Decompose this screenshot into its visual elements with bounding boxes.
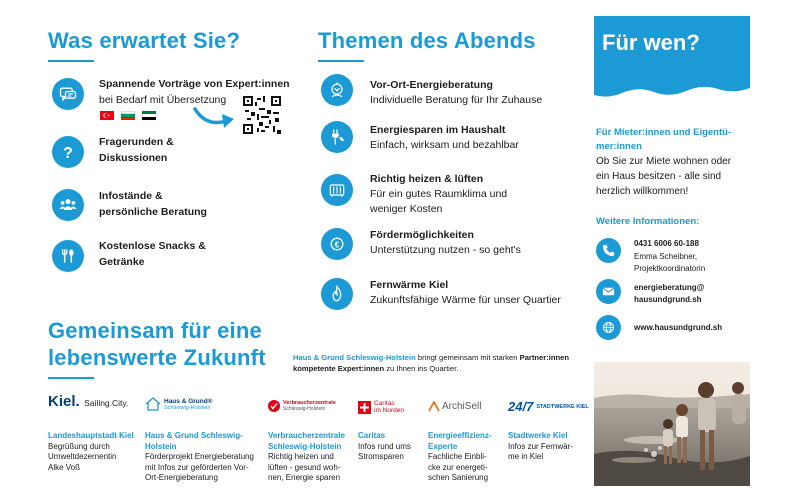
- heart-check-icon: [268, 400, 280, 412]
- logo-stadtwerke-main: 24/7: [508, 399, 534, 414]
- target-text-line3: herzlich willkommen!: [596, 186, 689, 197]
- info-heading: Weitere Informationen:: [596, 216, 700, 227]
- radiator-icon: [321, 174, 353, 206]
- cutlery-icon: [52, 240, 84, 272]
- mail-icon: [596, 279, 621, 304]
- house-icon: [145, 397, 161, 411]
- phone-icon: [596, 238, 621, 263]
- intro-mid: bringt gemeinsam mit starken: [415, 353, 520, 362]
- partner-name: Haus & Grund Schleswig-: [145, 431, 243, 440]
- partner-desc-line: me in Kiel: [508, 452, 544, 461]
- partner-desc-line: Stromsparen: [358, 452, 404, 461]
- item-infostaende-line2: persönliche Beratung: [99, 206, 207, 218]
- partner-caritas: [358, 431, 424, 463]
- logo-kiel-main: Kiel.: [48, 393, 80, 410]
- logo-verbraucherzentrale: [268, 400, 336, 412]
- partner-desc-line: Richtig heizen und: [268, 452, 334, 461]
- bulgaria-flag-icon: [121, 111, 135, 120]
- advisor-icon: [321, 74, 353, 106]
- intro-partner: Partner:innen: [519, 353, 569, 362]
- bottom-title-line2: lebenswerte Zukunft: [48, 345, 266, 370]
- flame-icon: [321, 278, 353, 310]
- logo-archisell-main: ArchiSell: [442, 401, 482, 412]
- target-text-line2: ein Haus besitzen - alle sind: [596, 171, 722, 182]
- partner-desc-line: Alke Voß: [48, 462, 81, 472]
- target-heading-line2: mer:innen: [596, 141, 642, 152]
- logo-kiel: [48, 393, 128, 411]
- partner-desc-line: mit Infos zur geförderten Vor-: [145, 462, 249, 472]
- arrow-icon: [192, 103, 238, 131]
- theme-foerder-title: Fördermöglichkeiten: [370, 229, 474, 241]
- theme-heizen-text-line1: Für ein gutes Raumklima und: [370, 188, 508, 200]
- theme-energieberatung-title: Vor-Ort-Energieberatung: [370, 79, 493, 91]
- partner-desc-line: nen, Energie sparen: [268, 473, 341, 482]
- beach-family-photo: [594, 362, 750, 486]
- website-link[interactable]: www.hausundgrund.sh: [634, 323, 723, 332]
- partner-name: Schleswig-Holstein: [268, 441, 342, 451]
- partner-desc-line: Infos rund ums: [358, 441, 411, 451]
- theme-foerder-text: Unterstützung nutzen - so geht's: [370, 244, 521, 256]
- partner-name: Energieeffizienz-: [428, 431, 492, 440]
- logo-haus-und-grund: [145, 397, 213, 411]
- bottom-title-line1: Gemeinsam für eine: [48, 318, 262, 343]
- logo-caritas: [358, 400, 404, 414]
- question-icon: [52, 136, 84, 168]
- partner-haus-und-grund: [145, 431, 263, 484]
- logo-kiel-sub: Sailing.City.: [84, 398, 129, 408]
- section-title-was-erwartet: Was erwartet Sie?: [48, 28, 241, 53]
- svg-text:€: €: [334, 239, 340, 250]
- target-text-line1: Ob Sie zur Miete wohnen oder: [596, 156, 732, 167]
- theme-energiesparen-text: Einfach, wirksam und bezahlbar: [370, 139, 519, 151]
- intro-org: Haus & Grund Schleswig-Holstein: [293, 353, 416, 362]
- partner-name: Experte: [428, 441, 458, 451]
- partner-desc-line: Infos zur Fernwär-: [508, 441, 573, 451]
- contact-name: Emma Scheibner,: [634, 252, 698, 261]
- syria-flag-icon: [142, 111, 156, 120]
- partner-desc-line: Umweltdezernentin: [48, 452, 117, 461]
- theme-fernwaerme-title: Fernwärme Kiel: [370, 279, 449, 291]
- partner-desc-line: schen Sanierung: [428, 473, 489, 482]
- partner-desc-line: lüften - gesund woh-: [268, 462, 341, 472]
- qr-code-icon[interactable]: [243, 96, 281, 134]
- logo-vz-sub: Schleswig-Holstein: [283, 406, 326, 412]
- item-fragerunden-line2: Diskussionen: [99, 152, 168, 164]
- logo-stadtwerke-sub: STADTWERKE KIEL: [536, 403, 589, 410]
- logo-vz-main: Verbraucherzentrale: [283, 400, 336, 406]
- svg-text:?: ?: [63, 144, 73, 162]
- bottom-intro: [293, 352, 588, 374]
- logo-archisell: [428, 401, 481, 412]
- globe-icon: [596, 315, 621, 340]
- partner-name: Holstein: [145, 441, 177, 451]
- partner-name: Stadtwerke Kiel: [508, 431, 568, 440]
- item-infostaende-line1: Infostände &: [99, 190, 163, 202]
- theme-energieberatung-text: Individuelle Beratung für Ihr Zuhause: [370, 94, 543, 106]
- section-title-themen: Themen des Abends: [318, 28, 536, 53]
- partner-kiel: [48, 431, 140, 473]
- contact-role: Projektkoordinatorin: [634, 264, 706, 273]
- partner-name: Verbraucherzentrale: [268, 431, 345, 440]
- chat-bubbles-icon: [52, 78, 84, 110]
- item-vortraege-title: Spannende Vorträge von Expert:innen: [99, 78, 290, 90]
- item-snacks-line1: Kostenlose Snacks &: [99, 240, 206, 252]
- roof-icon: [428, 401, 440, 412]
- people-icon: [52, 189, 84, 221]
- email-line2[interactable]: hausundgrund.sh: [634, 295, 702, 304]
- partner-archisell: [428, 431, 504, 484]
- partner-stadtwerke: [508, 431, 588, 463]
- email-line1[interactable]: energieberatung@: [634, 283, 705, 292]
- item-snacks-line2: Getränke: [99, 256, 145, 268]
- logo-hug-sub: Schleswig-Holstein: [164, 404, 211, 411]
- theme-energiesparen-title: Energiesparen im Haushalt: [370, 124, 506, 136]
- item-fragerunden-line1: Fragerunden &: [99, 136, 174, 148]
- partner-name: Caritas: [358, 431, 386, 440]
- partner-name: Landeshauptstadt Kiel: [48, 431, 134, 440]
- caritas-cross-icon: [358, 401, 371, 414]
- intro-end: zu Ihnen ins Quartier.: [384, 364, 459, 373]
- logo-stadtwerke: [508, 399, 589, 414]
- theme-heizen-text-line2: weniger Kosten: [370, 203, 443, 215]
- title-underline: [48, 60, 94, 62]
- logo-hug-main: Haus & Grund®: [164, 397, 213, 405]
- euro-coin-icon: [321, 228, 353, 260]
- intro-experts: kompetente Expert:innen: [293, 364, 385, 373]
- logo-caritas-sub: im Norden: [374, 407, 404, 414]
- partner-verbraucherzentrale: [268, 431, 354, 484]
- target-heading-line1: Für Mieter:innen und Eigentü-: [596, 127, 732, 138]
- partner-desc-line: Förderprojekt Energieberatung: [145, 452, 254, 461]
- partner-desc-line: cke zur energeti-: [428, 462, 488, 472]
- partner-desc-line: Begrüßung durch: [48, 441, 110, 451]
- theme-heizen-title: Richtig heizen & lüften: [370, 173, 484, 185]
- banner-title: Für wen?: [602, 30, 700, 55]
- phone-number[interactable]: 0431 6006 60-188: [634, 239, 699, 248]
- fuer-wen-banner: [594, 16, 750, 108]
- partner-desc-line: Ort-Energieberatung: [145, 473, 218, 482]
- theme-fernwaerme-text: Zukunftsfähige Wärme für unser Quartier: [370, 294, 561, 306]
- partner-desc-line: Fachliche Einbli-: [428, 452, 487, 461]
- title-underline: [318, 60, 364, 62]
- item-vortraege-text: bei Bedarf mit Übersetzung: [99, 94, 227, 106]
- title-underline: [48, 377, 94, 379]
- turkey-flag-icon: [100, 111, 114, 120]
- logo-caritas-main: Caritas: [374, 400, 395, 407]
- plug-icon: [321, 121, 353, 153]
